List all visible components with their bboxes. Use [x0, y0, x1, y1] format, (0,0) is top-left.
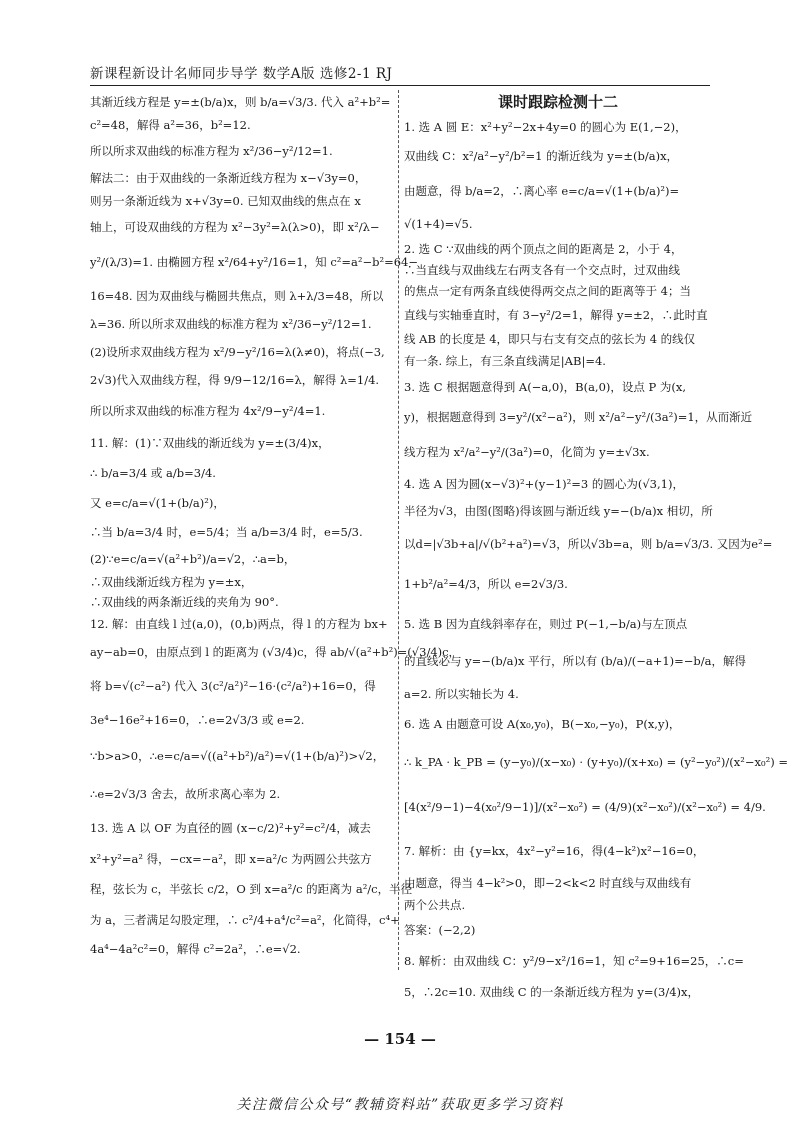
text-line: 由题意，得 b/a=2，∴离心率 e=c/a=√(1+(b/a)²)=	[404, 184, 680, 198]
text-line: ∴当直线与双曲线左右两支各有一个交点时，过双曲线	[404, 263, 680, 277]
text-line: 所以所求双曲线的标准方程为 x²/36−y²/12=1.	[90, 144, 333, 158]
text-line: ay−ab=0，由原点到 l 的距离为 (√3/4)c，得 ab/√(a²+b²)=(√3/4)c，	[90, 645, 461, 659]
text-line: ∴ k_PA · k_PB = (y−y₀)/(x−x₀) · (y+y₀)/(x+x₀) = (y²−y₀²)/(x²−x₀²) =	[404, 755, 788, 769]
text-line: 两个公共点.	[404, 898, 466, 912]
text-line: 6. 选 A 由题意可设 A(x₀,y₀)，B(−x₀,−y₀)，P(x,y)，	[404, 717, 681, 731]
text-line: 16=48. 因为双曲线与椭圆共焦点，则 λ+λ/3=48，所以	[90, 289, 384, 303]
text-line: 以d=|√3b+a|/√(b²+a²)=√3，所以√3b=a，则 b/a=√3/3. 又因为e²=	[404, 537, 773, 551]
text-line: 的直线必与 y=−(b/a)x 平行，所以有 (b/a)/(−a+1)=−b/a，解得	[404, 654, 747, 668]
text-line: 双曲线 C：x²/a²−y²/b²=1 的渐近线为 y=±(b/a)x，	[404, 149, 679, 163]
page-header: 新课程新设计名师同步导学 数学A版 选修2-1 RJ	[90, 66, 393, 82]
text-line: 5，∴2c=10. 双曲线 C 的一条渐近线方程为 y=(3/4)x，	[404, 985, 700, 999]
text-line: (2)设所求双曲线方程为 x²/9−y²/16=λ(λ≠0)，将点(−3,	[90, 345, 385, 359]
text-line: λ=36. 所以所求双曲线的标准方程为 x²/36−y²/12=1.	[90, 317, 372, 331]
text-line: [4(x²/9−1)−4(x₀²/9−1)]/(x²−x₀²) = (4/9)(x²−x₀²)/(x²−x₀²) = 4/9.	[404, 800, 766, 814]
text-line: ∴双曲线的两条渐近线的夹角为 90°.	[90, 595, 279, 609]
section-title: 课时跟踪检测十二	[497, 93, 618, 111]
text-line: 程，弦长为 c，半弦长 c/2，O 到 x=a²/c 的距离为 a²/c，半径	[90, 882, 413, 896]
text-line: 11. 解：(1)∵双曲线的渐近线为 y=±(3/4)x，	[90, 436, 330, 450]
text-line: ∴当 b/a=3/4 时，e=5/4；当 a/b=3/4 时，e=5/3.	[90, 525, 363, 539]
text-line: 4. 选 A 因为圆(x−√3)²+(y−1)²=3 的圆心为(√3,1)，	[404, 477, 684, 491]
text-line: 其渐近线方程是 y=±(b/a)x，则 b/a=√3/3. 代入 a²+b²=	[90, 95, 391, 109]
text-line: 线 AB 的长度是 4，即只与右支有交点的弦长为 4 的线仅	[404, 332, 696, 346]
text-line: 解法二：由于双曲线的一条渐近线方程为 x−√3y=0，	[90, 171, 367, 185]
text-line: 由题意，得当 4−k²>0，即−2<k<2 时直线与双曲线有	[404, 876, 692, 890]
text-line: 13. 选 A 以 OF 为直径的圆 (x−c/2)²+y²=c²/4，减去	[90, 821, 371, 835]
right-column	[404, 90, 788, 1006]
text-line: ∵b>a>0，∴e=c/a=√((a²+b²)/a²)=√(1+(b/a)²)>√2，	[90, 749, 385, 763]
text-line: ∴e=2√3/3 舍去，故所求离心率为 2.	[90, 787, 281, 801]
text-line: y)，根据题意得到 3=y²/(x²−a²)，则 x²/a²−y²/(3a²)=1，从而渐近	[404, 410, 753, 424]
text-line: 所以所求双曲线的标准方程为 4x²/9−y²/4=1.	[90, 404, 326, 418]
footer-text: 关注微信公众号“教辅资料站”获取更多学习资料	[236, 1097, 564, 1113]
header-rule	[90, 85, 710, 86]
text-line: 2. 选 C ∵双曲线的两个顶点之间的距离是 2，小于 4，	[404, 242, 683, 256]
text-line: 的焦点一定有两条直线使得两交点之间的距离等于 4；当	[404, 284, 691, 298]
text-line: 3. 选 C 根据题意得到 A(−a,0)，B(a,0)，设点 P 为(x,	[404, 380, 687, 394]
text-line: 答案：(−2,2)	[404, 923, 476, 937]
text-line: 则另一条渐近线为 x+√3y=0. 已知双曲线的焦点在 x	[90, 194, 361, 208]
text-line: 半径为√3，由图(图略)得该圆与渐近线 y=−(b/a)x 相切，所	[404, 504, 713, 518]
text-line: 又 e=c/a=√(1+(b/a)²)，	[90, 496, 225, 510]
text-line: 轴上，可设双曲线的方程为 x²−3y²=λ(λ>0)，即 x²/λ−	[90, 220, 380, 234]
text-line: 4a⁴−4a²c²=0，解得 c²=2a²，∴e=√2.	[90, 942, 301, 956]
text-line: 12. 解：由直线 l 过(a,0)，(0,b)两点，得 l 的方程为 bx+	[90, 617, 388, 631]
page-number: — 154 —	[364, 1030, 436, 1048]
text-line: c²=48，解得 a²=36，b²=12.	[90, 118, 251, 132]
text-line: 3e⁴−16e²+16=0，∴e=2√3/3 或 e=2.	[90, 713, 305, 727]
text-line: 1+b²/a²=4/3，所以 e=2√3/3.	[404, 577, 568, 591]
text-line: 将 b=√(c²−a²) 代入 3(c²/a²)²−16·(c²/a²)+16=0，得	[90, 679, 376, 693]
text-line: ∴ b/a=3/4 或 a/b=3/4.	[90, 466, 216, 480]
text-line: 7. 解析：由 {y=kx，4x²−y²=16，得(4−k²)x²−16=0，	[404, 844, 705, 858]
text-line: x²+y²=a² 得，−cx=−a²，即 x=a²/c 为两圆公共弦方	[90, 852, 372, 866]
text-line: (2)∵e=c/a=√(a²+b²)/a=√2，∴a=b，	[90, 552, 296, 566]
column-divider	[398, 90, 399, 970]
text-line: ∴双曲线渐近线方程为 y=±x，	[90, 575, 253, 589]
text-line: 1. 选 A 圆 E：x²+y²−2x+4y=0 的圆心为 E(1,−2)，	[404, 120, 687, 134]
text-line: 线方程为 x²/a²−y²/(3a²)=0，化简为 y=±√3x.	[404, 445, 650, 459]
text-line: 2√3)代入双曲线方程，得 9/9−12/16=λ，解得 λ=1/4.	[90, 373, 380, 387]
right-column-body	[404, 114, 788, 1006]
text-line: 为 a，三者满足勾股定理，∴ c²/4+a⁴/c²=a²，化简得，c⁴+	[90, 913, 400, 927]
text-line: a=2. 所以实轴长为 4.	[404, 687, 519, 701]
text-line: y²/(λ/3)=1. 由椭圆方程 x²/64+y²/16=1，知 c²=a²−b²=64−	[90, 255, 418, 269]
text-line: 5. 选 B 因为直线斜率存在，则过 P(−1,−b/a)与左顶点	[404, 617, 688, 631]
text-line: 直线与实轴垂直时，有 3−y²/2=1，解得 y=±2，∴此时直	[404, 308, 708, 322]
text-line: √(1+4)=√5.	[404, 217, 473, 231]
text-line: 有一条. 综上，有三条直线满足|AB|=4.	[404, 354, 606, 368]
text-line: 8. 解析：由双曲线 C：y²/9−x²/16=1，知 c²=9+16=25，∴c=	[404, 954, 744, 968]
